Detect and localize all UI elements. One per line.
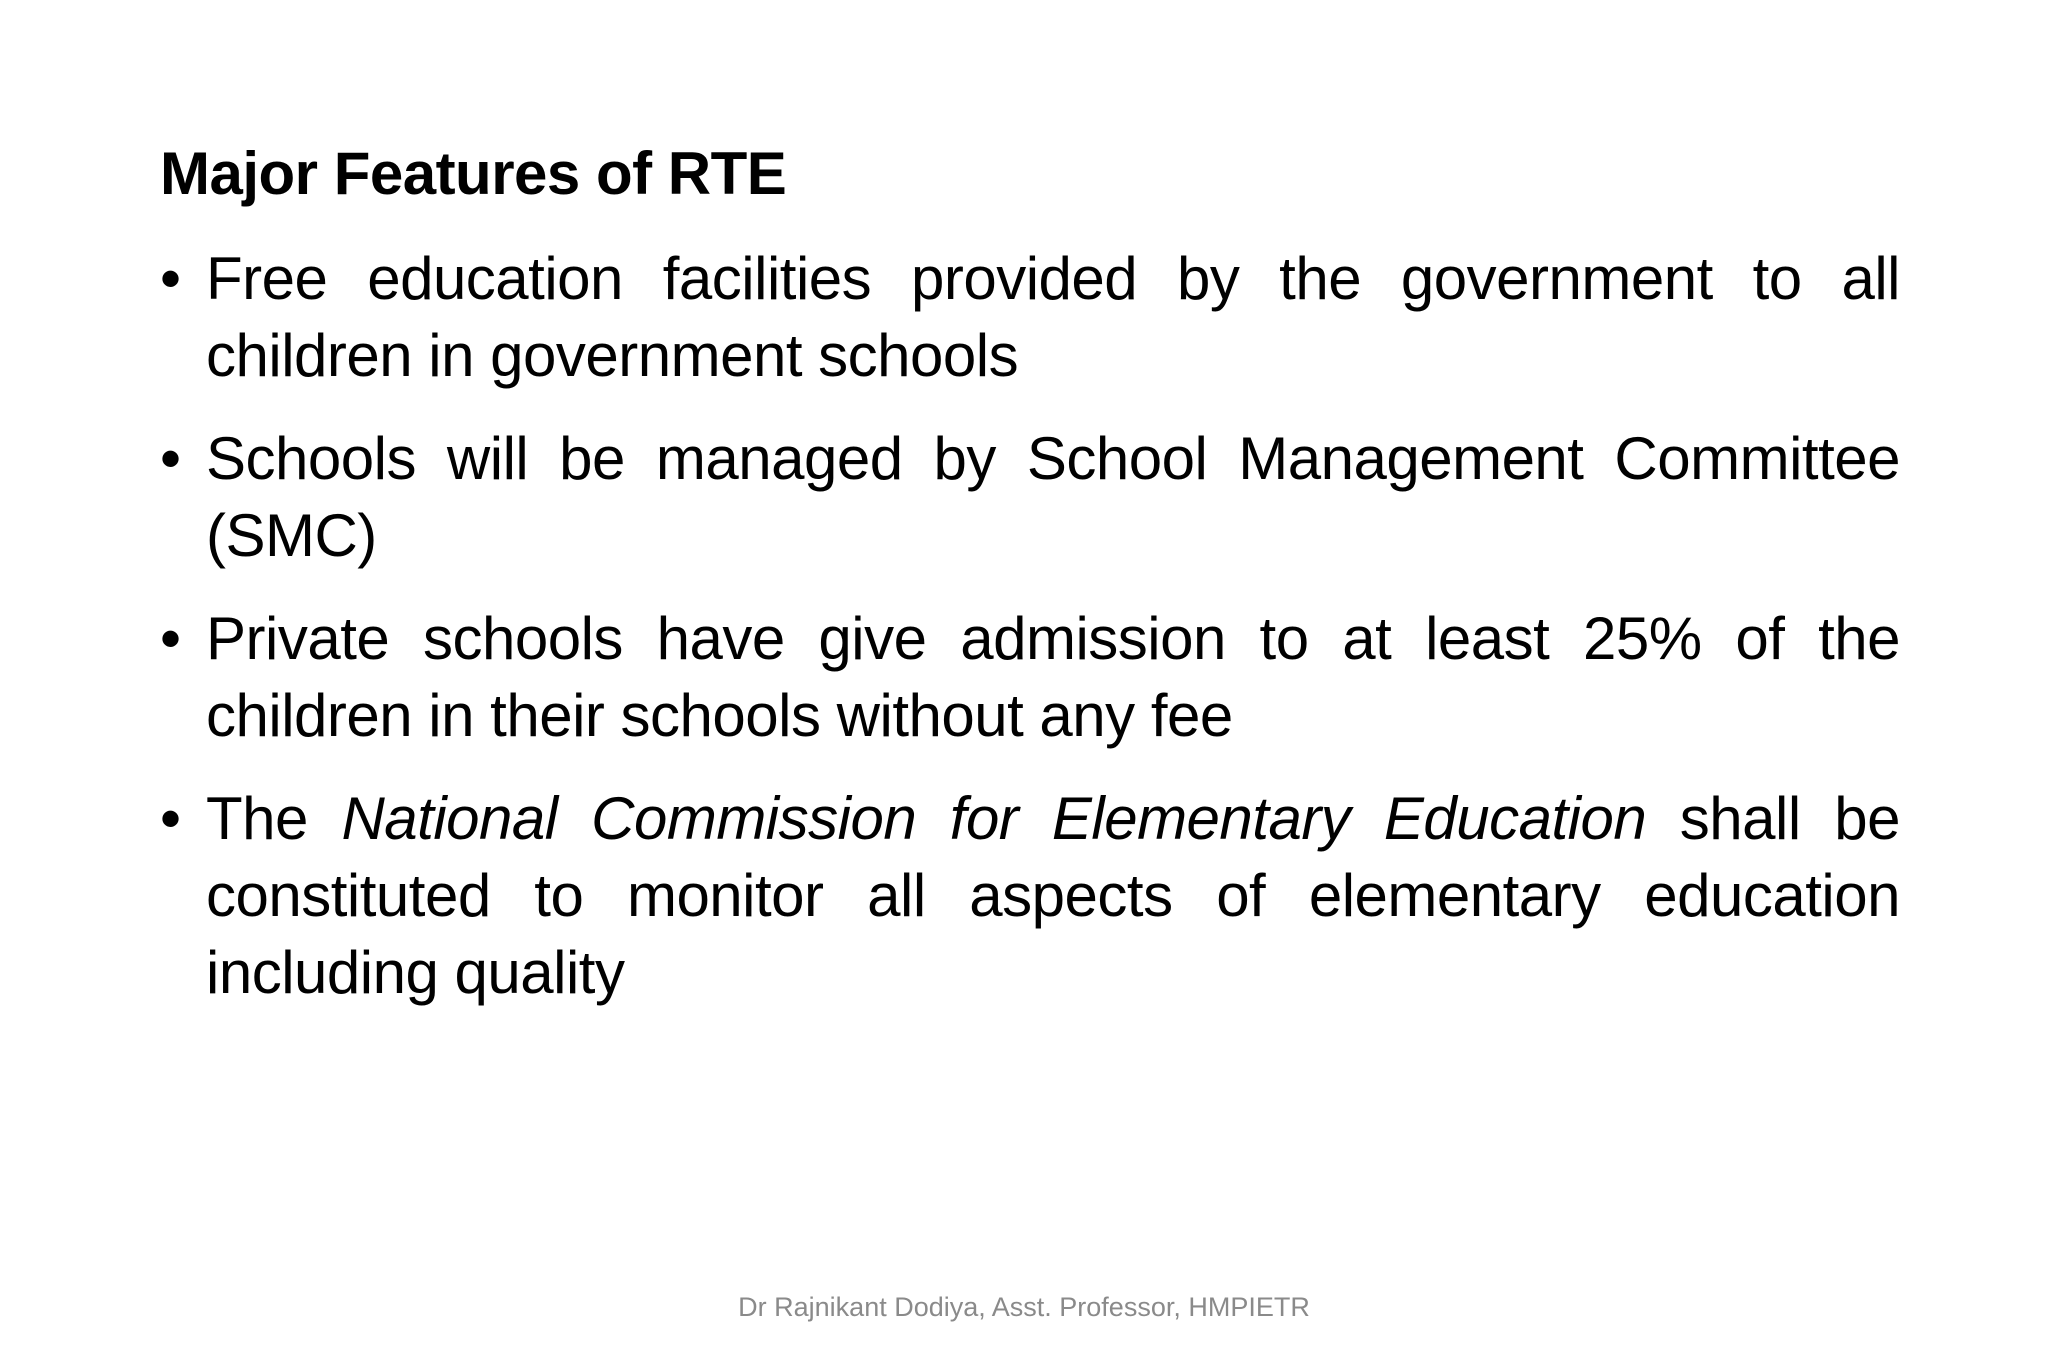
bullet-text-italic: National Commission for Elementary Education — [341, 785, 1647, 852]
slide-title: Major Features of RTE — [160, 140, 787, 207]
bullet-item-smc — [160, 420, 1900, 574]
bullet-text: Private schools have give admission to at least 25% of the children in their schools without any fee — [206, 605, 1900, 749]
bullet-item-private-schools — [160, 600, 1900, 754]
bullet-text: Free education facilities provided by the government to all children in government schools — [206, 245, 1900, 389]
slide-footer: Dr Rajnikant Dodiya, Asst. Professor, HMPIETR — [738, 1292, 1310, 1322]
bullet-text-prefix: The — [206, 785, 342, 852]
bullet-list — [160, 240, 1900, 1037]
bullet-point-icon: • — [160, 425, 181, 492]
bullet-point-icon: • — [160, 785, 181, 852]
bullet-item-national-commission — [160, 780, 1900, 1011]
bullet-text: Schools will be managed by School Management Committee (SMC) — [206, 425, 1900, 569]
bullet-point-icon: • — [160, 605, 181, 672]
bullet-item-free-education — [160, 240, 1900, 394]
bullet-text-suffix: shall be constituted to monitor all aspects of elementary education including quality — [206, 785, 1900, 1006]
bullet-point-icon: • — [160, 245, 181, 312]
